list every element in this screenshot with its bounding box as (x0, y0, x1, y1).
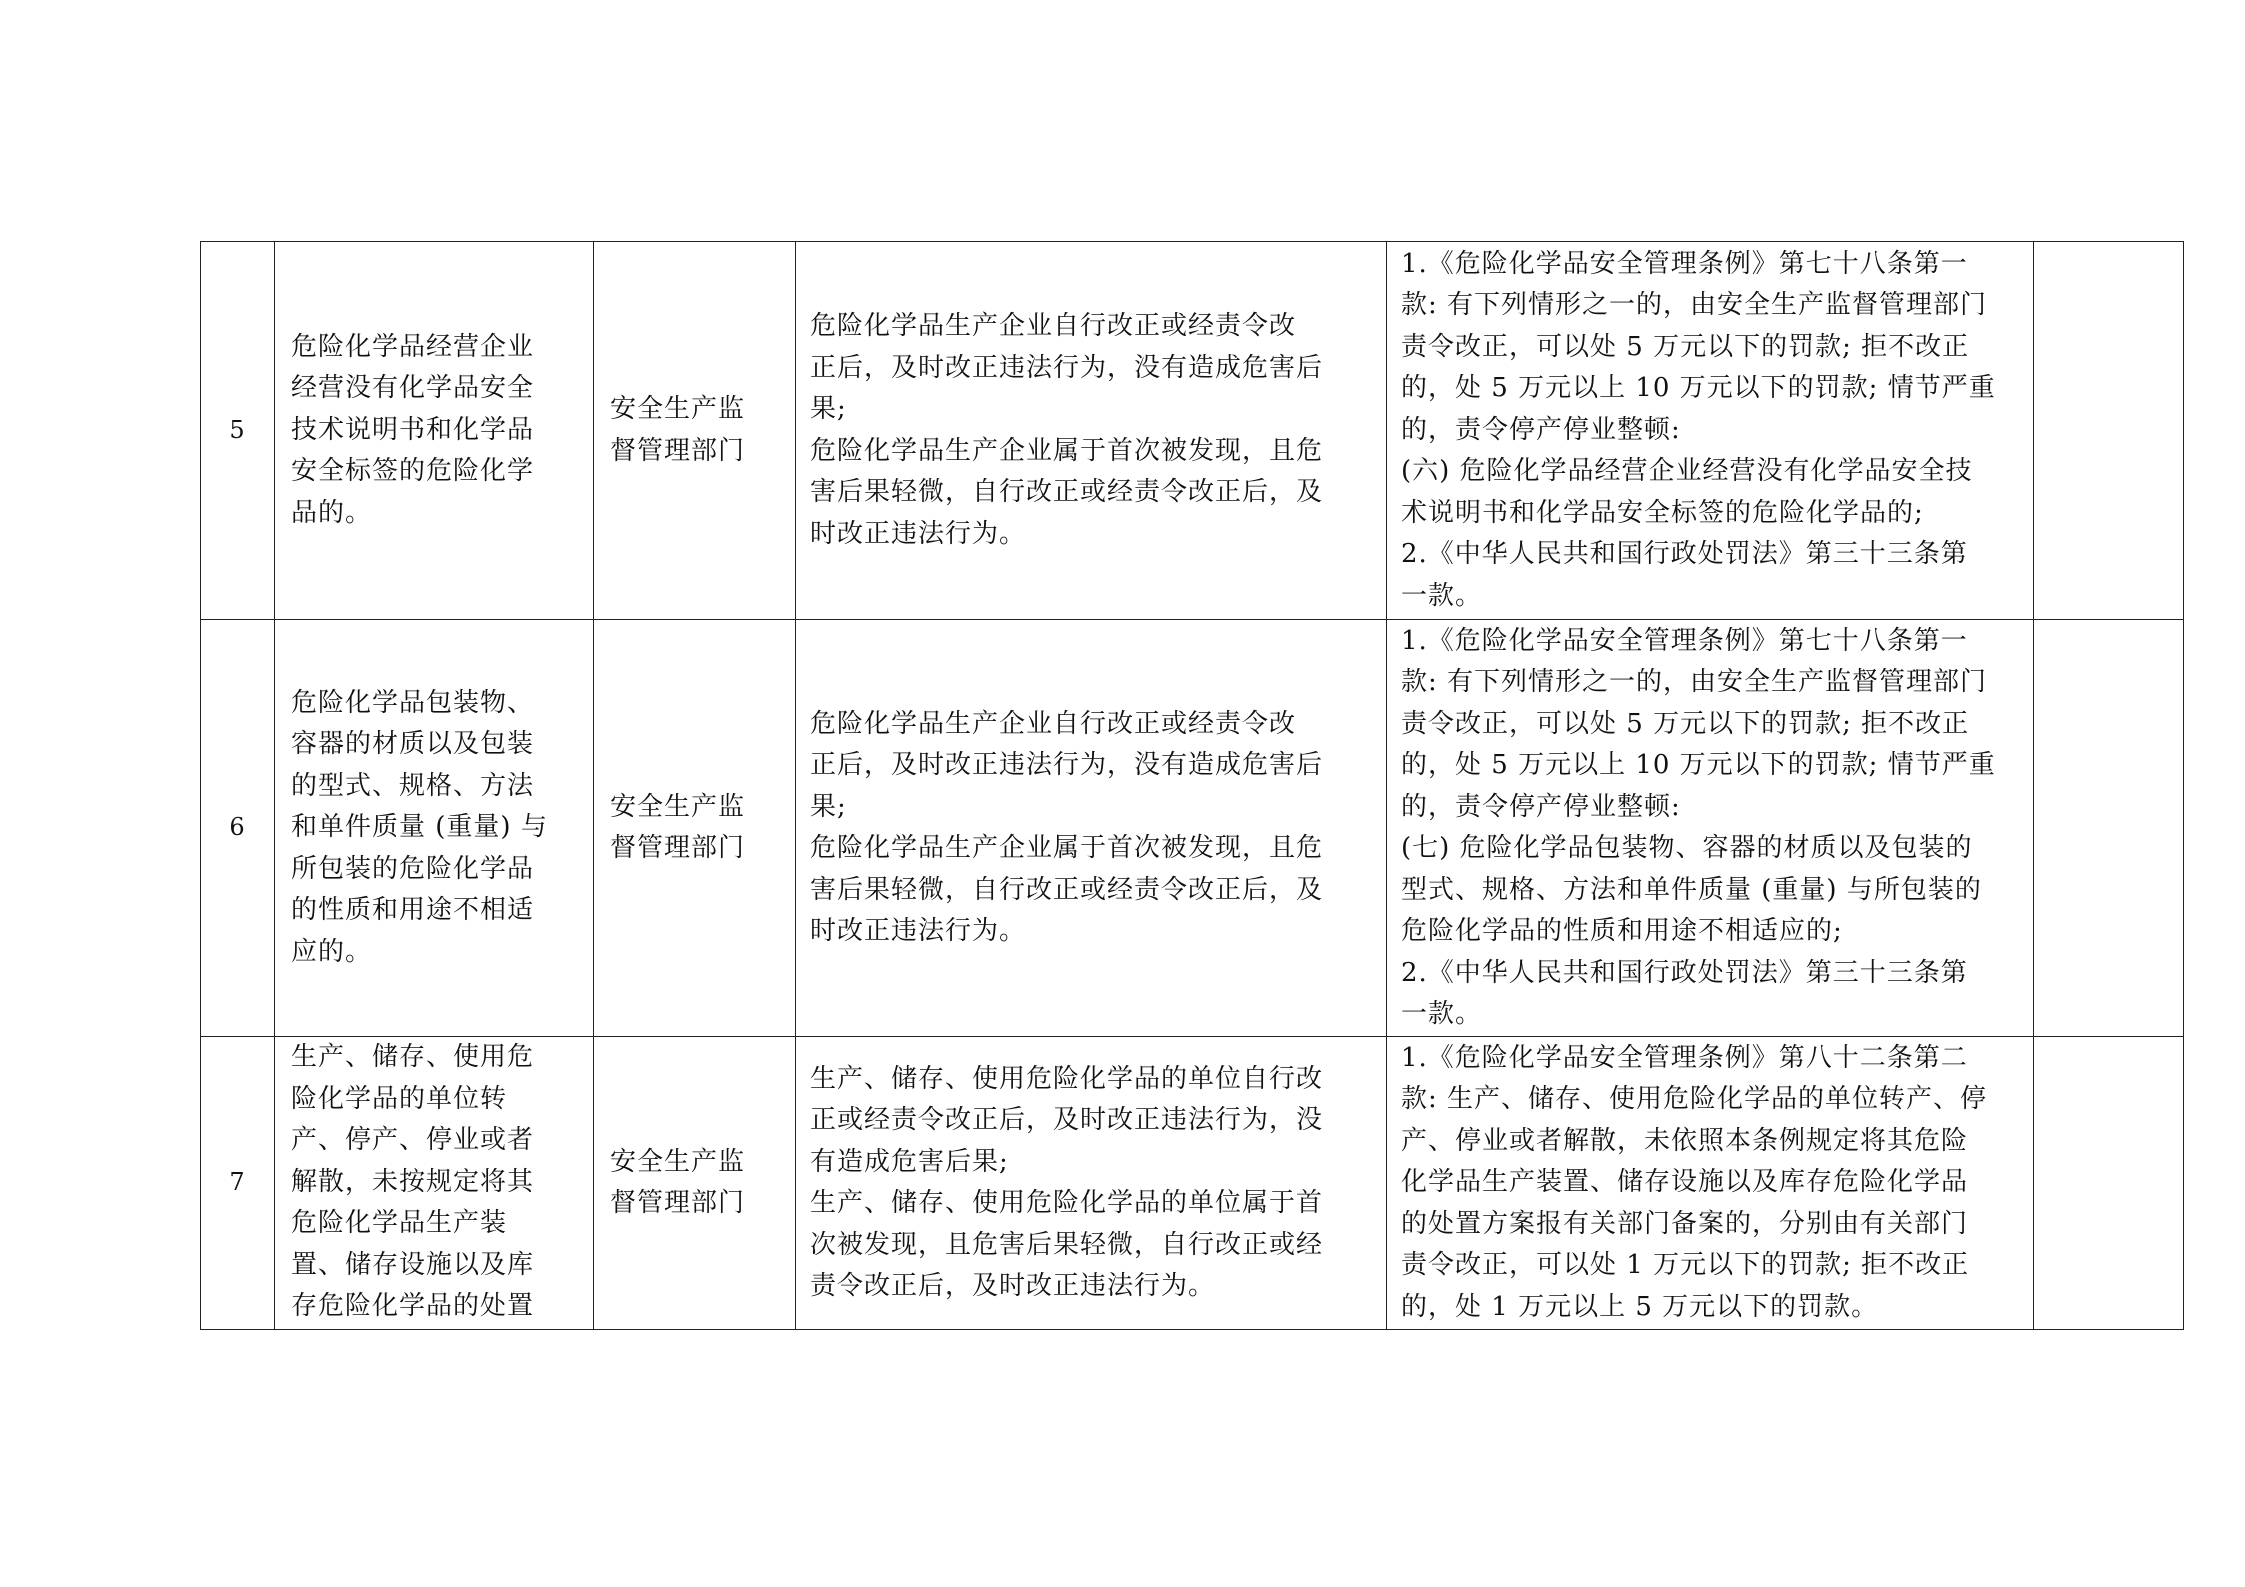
dept-line: 安全生产监 (610, 1146, 746, 1177)
violation-item-cell (275, 620, 594, 1037)
exemption-conditions-cell (796, 242, 1387, 620)
item-line: 解散，未按规定将其 (291, 1166, 535, 1197)
basis-line: 1.《危险化学品安全管理条例》第八十二条第二 (1401, 1042, 1968, 1073)
condition-line: 危险化学品生产企业自行改正或经责令改 (810, 311, 1297, 341)
penalty-table (200, 241, 2184, 1330)
condition-line: 正后，及时改正违法行为，没有造成危害后 (810, 352, 1324, 383)
item-line: 安全标签的危险化学 (291, 456, 535, 487)
department-cell (594, 1037, 796, 1330)
item-line: 品的。 (291, 497, 373, 528)
violation-item-cell (275, 242, 594, 620)
condition-line: 正或经责令改正后，及时改正违法行为，没 (810, 1105, 1324, 1135)
table-row (201, 1037, 2184, 1330)
condition-line: 果; (810, 394, 847, 424)
basis-line: 的，处 1 万元以上 5 万元以下的罚款。 (1401, 1291, 1879, 1322)
remarks-cell (2034, 242, 2184, 620)
row-number: 7 (201, 1037, 275, 1330)
legal-basis-cell (1387, 620, 2034, 1037)
basis-line: 一款。 (1401, 580, 1483, 611)
legal-basis-cell (1387, 242, 2034, 620)
basis-line: 危险化学品的性质和用途不相适应的; (1401, 916, 1843, 946)
table-row (201, 620, 2184, 1037)
item-line: 经营没有化学品安全 (291, 373, 535, 404)
condition-line: 有造成危害后果; (810, 1146, 1009, 1177)
item-line: 的型式、规格、方法 (291, 770, 535, 801)
row-number: 5 (201, 242, 275, 620)
basis-line: 1.《危险化学品安全管理条例》第七十八条第一 (1401, 248, 1968, 279)
dept-line: 督管理部门 (610, 1188, 746, 1218)
item-line: 所包装的危险化学品 (291, 853, 535, 884)
table-row (201, 242, 2184, 620)
basis-line: 2.《中华人民共和国行政处罚法》第三十三条第 (1401, 539, 1968, 570)
department-cell (594, 242, 796, 620)
remarks-cell (2034, 1037, 2184, 1330)
condition-line: 责令改正后，及时改正违法行为。 (810, 1271, 1216, 1301)
exemption-conditions-cell (796, 1037, 1387, 1330)
item-line: 应的。 (291, 936, 373, 967)
department-cell (594, 620, 796, 1037)
basis-line: 的，处 5 万元以上 10 万元以下的罚款; 情节严重 (1401, 373, 1996, 404)
basis-line: 的，处 5 万元以上 10 万元以下的罚款; 情节严重 (1401, 750, 1996, 780)
item-line: 危险化学品包装物、 (291, 687, 535, 718)
item-line: 的性质和用途不相适 (291, 895, 535, 926)
condition-line: 果; (810, 791, 847, 822)
item-line: 技术说明书和化学品 (291, 414, 535, 445)
basis-line: 的，责令停产停业整顿: (1401, 791, 1681, 822)
dept-line: 安全生产监 (610, 394, 746, 424)
basis-line: 1.《危险化学品安全管理条例》第七十八条第一 (1401, 625, 1968, 656)
basis-line: (七) 危险化学品包装物、容器的材质以及包装的 (1401, 833, 1973, 863)
condition-line: 生产、储存、使用危险化学品的单位属于首 (810, 1188, 1324, 1218)
condition-line: 害后果轻微，自行改正或经责令改正后，及 (810, 477, 1324, 507)
condition-line: 时改正违法行为。 (810, 916, 1027, 946)
basis-line: 的，责令停产停业整顿: (1401, 414, 1681, 445)
basis-line: 责令改正，可以处 5 万元以下的罚款; 拒不改正 (1401, 708, 1970, 739)
row-number: 6 (201, 620, 275, 1037)
basis-line: 型式、规格、方法和单件质量 (重量) 与所包装的 (1401, 874, 1982, 905)
condition-line: 正后，及时改正违法行为，没有造成危害后 (810, 750, 1324, 780)
dept-line: 督管理部门 (610, 435, 746, 466)
item-line: 产、停产、停业或者 (291, 1125, 535, 1155)
condition-line: 时改正违法行为。 (810, 518, 1027, 549)
basis-line: 款: 生产、储存、使用危险化学品的单位转产、停 (1401, 1084, 1988, 1115)
basis-line: (六) 危险化学品经营企业经营没有化学品安全技 (1401, 456, 1973, 487)
item-line: 容器的材质以及包装 (291, 729, 535, 760)
exemption-conditions-cell (796, 620, 1387, 1037)
penalty-table-page (200, 241, 2076, 1330)
basis-line: 产、停业或者解散，未依照本条例规定将其危险 (1401, 1125, 1969, 1156)
basis-line: 化学品生产装置、储存设施以及库存危险化学品 (1401, 1167, 1969, 1198)
basis-line: 的处置方案报有关部门备案的，分别由有关部门 (1401, 1208, 1969, 1239)
item-line: 险化学品的单位转 (291, 1083, 508, 1114)
condition-line: 危险化学品生产企业属于首次被发现，且危 (810, 833, 1324, 863)
basis-line: 款: 有下列情形之一的，由安全生产监督管理部门 (1401, 290, 1988, 321)
dept-line: 安全生产监 (610, 791, 746, 822)
condition-line: 次被发现，且危害后果轻微，自行改正或经 (810, 1229, 1324, 1260)
basis-line: 责令改正，可以处 1 万元以下的罚款; 拒不改正 (1401, 1250, 1970, 1281)
violation-item-cell (275, 1037, 594, 1330)
item-line: 存危险化学品的处置 (291, 1291, 535, 1321)
item-line: 置、储存设施以及库 (291, 1249, 535, 1280)
dept-line: 督管理部门 (610, 833, 746, 863)
condition-line: 危险化学品生产企业自行改正或经责令改 (810, 708, 1297, 739)
condition-line: 害后果轻微，自行改正或经责令改正后，及 (810, 874, 1324, 905)
remarks-cell (2034, 620, 2184, 1037)
condition-line: 生产、储存、使用危险化学品的单位自行改 (810, 1063, 1324, 1094)
legal-basis-cell (1387, 1037, 2034, 1330)
item-line: 生产、储存、使用危 (291, 1042, 535, 1072)
basis-line: 一款。 (1401, 999, 1483, 1029)
condition-line: 危险化学品生产企业属于首次被发现，且危 (810, 435, 1324, 466)
item-line: 危险化学品生产装 (291, 1208, 508, 1238)
basis-line: 责令改正，可以处 5 万元以下的罚款; 拒不改正 (1401, 331, 1970, 362)
basis-line: 款: 有下列情形之一的，由安全生产监督管理部门 (1401, 667, 1988, 697)
item-line: 危险化学品经营企业 (291, 331, 535, 362)
basis-line: 2.《中华人民共和国行政处罚法》第三十三条第 (1401, 957, 1968, 988)
item-line: 和单件质量 (重量) 与 (291, 812, 548, 843)
basis-line: 术说明书和化学品安全标签的危险化学品的; (1401, 497, 1924, 528)
